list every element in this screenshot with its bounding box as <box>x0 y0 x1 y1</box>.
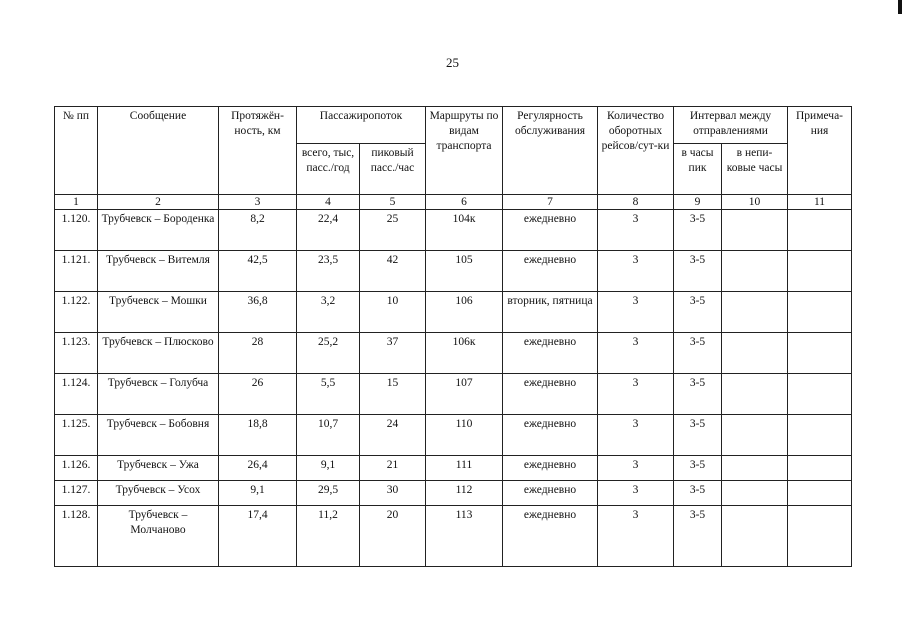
row-id: 1.126. <box>55 456 98 481</box>
row-total: 9,1 <box>297 456 360 481</box>
row-interval-peak: 3-5 <box>674 210 722 251</box>
scan-edge-mark <box>898 0 902 14</box>
row-regularity: ежедневно <box>503 333 598 374</box>
row-notes <box>788 415 852 456</box>
row-peak: 10 <box>360 292 426 333</box>
column-number: 7 <box>503 195 598 210</box>
table-header-row <box>55 107 852 144</box>
row-trips: 3 <box>598 333 674 374</box>
column-number: 5 <box>360 195 426 210</box>
row-id: 1.123. <box>55 333 98 374</box>
column-number-row <box>55 195 852 210</box>
column-number: 9 <box>674 195 722 210</box>
table-row <box>55 333 852 374</box>
row-route: Трубчевск – Витемля <box>98 251 219 292</box>
table-row <box>55 415 852 456</box>
column-number: 6 <box>426 195 503 210</box>
row-length: 36,8 <box>219 292 297 333</box>
column-number: 2 <box>98 195 219 210</box>
header-notes: Примеча-ния <box>788 107 852 195</box>
row-transport: 110 <box>426 415 503 456</box>
row-notes <box>788 333 852 374</box>
header-offpeak-hours: в непи-ковые часы <box>722 144 788 195</box>
row-regularity: ежедневно <box>503 374 598 415</box>
row-total: 29,5 <box>297 481 360 506</box>
row-interval-offpeak <box>722 292 788 333</box>
row-interval-peak: 3-5 <box>674 251 722 292</box>
row-length: 42,5 <box>219 251 297 292</box>
row-interval-offpeak <box>722 415 788 456</box>
header-trips: Количество оборотных рейсов/сут-ки <box>598 107 674 195</box>
row-trips: 3 <box>598 456 674 481</box>
header-regularity: Регулярность обслуживания <box>503 107 598 195</box>
row-peak: 25 <box>360 210 426 251</box>
header-total: всего, тыс, пасс./год <box>297 144 360 195</box>
row-route: Трубчевск – Голубча <box>98 374 219 415</box>
header-peak-hours: в часы пик <box>674 144 722 195</box>
row-trips: 3 <box>598 481 674 506</box>
row-route: Трубчевск – Усох <box>98 481 219 506</box>
row-length: 9,1 <box>219 481 297 506</box>
row-notes <box>788 481 852 506</box>
row-interval-offpeak <box>722 456 788 481</box>
row-length: 17,4 <box>219 506 297 567</box>
table-row <box>55 210 852 251</box>
row-peak: 15 <box>360 374 426 415</box>
row-interval-peak: 3-5 <box>674 292 722 333</box>
row-id: 1.128. <box>55 506 98 567</box>
column-number: 1 <box>55 195 98 210</box>
row-transport: 105 <box>426 251 503 292</box>
row-total: 25,2 <box>297 333 360 374</box>
row-id: 1.120. <box>55 210 98 251</box>
row-route: Трубчевск – Бороденка <box>98 210 219 251</box>
row-interval-peak: 3-5 <box>674 333 722 374</box>
row-transport: 111 <box>426 456 503 481</box>
row-regularity: ежедневно <box>503 210 598 251</box>
row-total: 10,7 <box>297 415 360 456</box>
header-interval: Интервал между отправлениями <box>674 107 788 144</box>
column-number: 8 <box>598 195 674 210</box>
row-length: 26 <box>219 374 297 415</box>
row-peak: 42 <box>360 251 426 292</box>
row-transport: 113 <box>426 506 503 567</box>
header-peak: пиковый пасс./час <box>360 144 426 195</box>
row-interval-peak: 3-5 <box>674 415 722 456</box>
column-number: 10 <box>722 195 788 210</box>
row-interval-offpeak <box>722 251 788 292</box>
row-id: 1.127. <box>55 481 98 506</box>
row-total: 23,5 <box>297 251 360 292</box>
row-length: 18,8 <box>219 415 297 456</box>
row-transport: 104к <box>426 210 503 251</box>
table-row <box>55 251 852 292</box>
row-notes <box>788 292 852 333</box>
row-regularity: ежедневно <box>503 415 598 456</box>
row-notes <box>788 374 852 415</box>
row-regularity: ежедневно <box>503 506 598 567</box>
row-peak: 30 <box>360 481 426 506</box>
page-number: 25 <box>446 55 459 70</box>
row-interval-peak: 3-5 <box>674 481 722 506</box>
row-interval-offpeak <box>722 374 788 415</box>
row-interval-offpeak <box>722 506 788 567</box>
row-interval-peak: 3-5 <box>674 506 722 567</box>
row-id: 1.124. <box>55 374 98 415</box>
row-regularity: ежедневно <box>503 456 598 481</box>
row-regularity: ежедневно <box>503 481 598 506</box>
row-peak: 24 <box>360 415 426 456</box>
row-length: 26,4 <box>219 456 297 481</box>
row-trips: 3 <box>598 415 674 456</box>
row-total: 22,4 <box>297 210 360 251</box>
table-row <box>55 456 852 481</box>
row-route: Трубчевск – Молчаново <box>98 506 219 567</box>
header-length: Протяжён-ность, км <box>219 107 297 195</box>
row-trips: 3 <box>598 292 674 333</box>
header-route: Сообщение <box>98 107 219 195</box>
row-peak: 37 <box>360 333 426 374</box>
row-notes <box>788 456 852 481</box>
row-total: 3,2 <box>297 292 360 333</box>
row-trips: 3 <box>598 374 674 415</box>
column-number: 11 <box>788 195 852 210</box>
table-row <box>55 374 852 415</box>
header-no: № пп <box>55 107 98 195</box>
row-peak: 21 <box>360 456 426 481</box>
header-transport-routes: Маршруты по видам транспорта <box>426 107 503 195</box>
table-row <box>55 481 852 506</box>
row-route: Трубчевск – Бобовня <box>98 415 219 456</box>
column-number: 4 <box>297 195 360 210</box>
row-interval-peak: 3-5 <box>674 456 722 481</box>
table-row <box>55 506 852 567</box>
row-route: Трубчевск – Ужа <box>98 456 219 481</box>
row-trips: 3 <box>598 210 674 251</box>
row-notes <box>788 506 852 567</box>
routes-table <box>54 106 852 567</box>
row-length: 28 <box>219 333 297 374</box>
row-notes <box>788 210 852 251</box>
row-interval-offpeak <box>722 481 788 506</box>
row-transport: 107 <box>426 374 503 415</box>
row-trips: 3 <box>598 251 674 292</box>
row-route: Трубчевск – Плюсково <box>98 333 219 374</box>
row-regularity: ежедневно <box>503 251 598 292</box>
row-peak: 20 <box>360 506 426 567</box>
row-total: 5,5 <box>297 374 360 415</box>
row-total: 11,2 <box>297 506 360 567</box>
row-transport: 106 <box>426 292 503 333</box>
row-transport: 106к <box>426 333 503 374</box>
row-interval-offpeak <box>722 333 788 374</box>
row-length: 8,2 <box>219 210 297 251</box>
row-route: Трубчевск – Мошки <box>98 292 219 333</box>
row-notes <box>788 251 852 292</box>
row-interval-peak: 3-5 <box>674 374 722 415</box>
row-regularity: вторник, пятница <box>503 292 598 333</box>
row-id: 1.121. <box>55 251 98 292</box>
row-trips: 3 <box>598 506 674 567</box>
row-id: 1.122. <box>55 292 98 333</box>
row-id: 1.125. <box>55 415 98 456</box>
table-row <box>55 292 852 333</box>
row-transport: 112 <box>426 481 503 506</box>
row-interval-offpeak <box>722 210 788 251</box>
column-number: 3 <box>219 195 297 210</box>
header-passenger-flow: Пассажиропоток <box>297 107 426 144</box>
